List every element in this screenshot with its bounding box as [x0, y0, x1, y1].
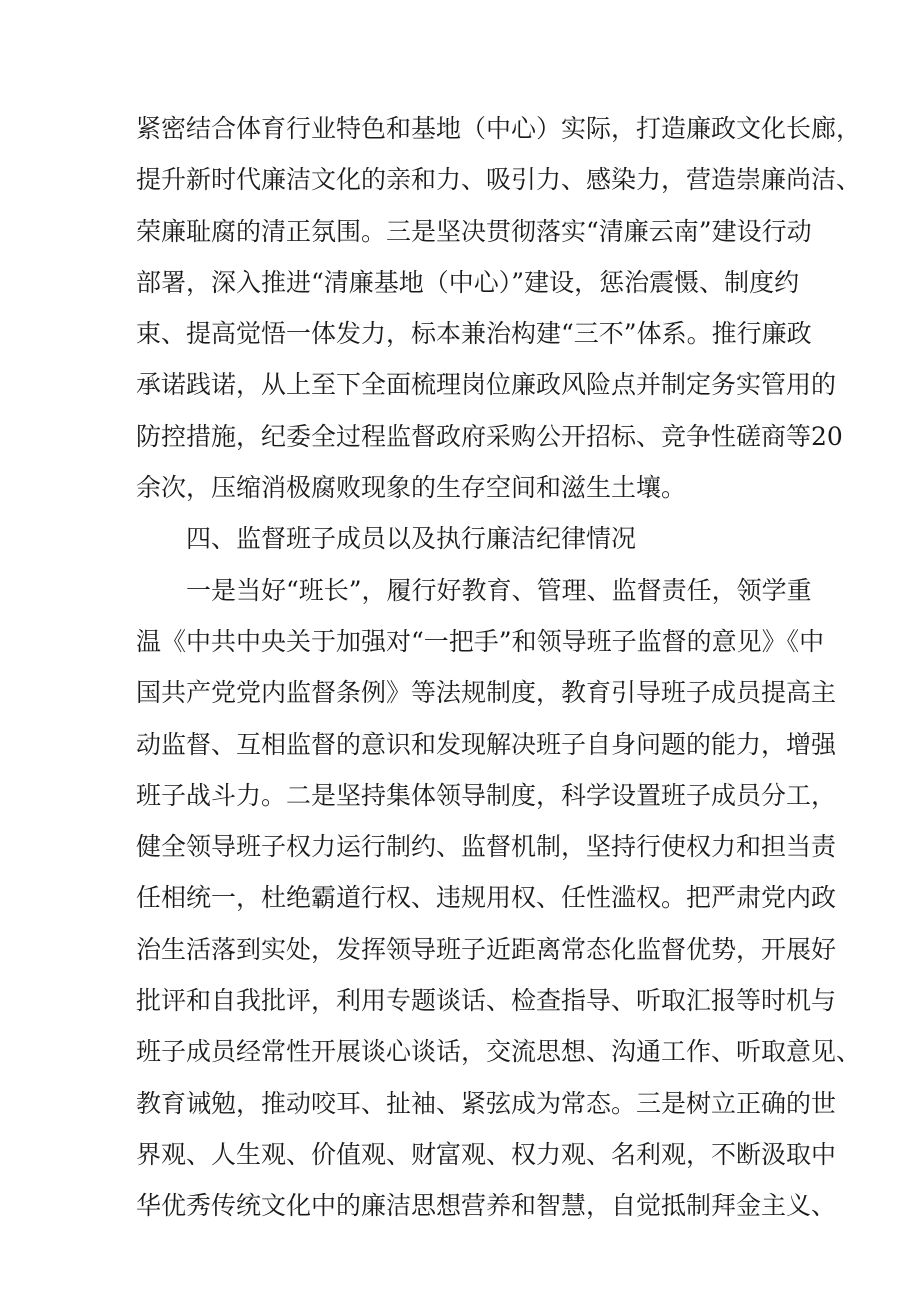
text-line: 一是当好“班长”，履行好教育、管理、监督责任，领学重 — [186, 575, 812, 605]
text-line: 束、提高觉悟一体发力，标本兼治构建“三不”体系。推行廉政 — [136, 319, 812, 349]
text-line: 提升新时代廉洁文化的亲和力、吸引力、感染力，营造崇廉尚洁、 — [136, 165, 862, 195]
text-line: 承诺践诺，从上至下全面梳理岗位廉政风险点并制定务实管用的 — [136, 370, 837, 400]
text-line: 华优秀传统文化中的廉洁思想营养和智慧，自觉抵制拜金主义、 — [136, 1191, 837, 1221]
text-line: 班子战斗力。二是坚持集体领导制度，科学设置班子成员分工， — [136, 780, 837, 810]
text-line: 健全领导班子权力运行制约、监督机制，坚持行使权力和担当责 — [136, 832, 837, 862]
text-line: 防控措施，纪委全过程监督政府采购公开招标、竞争性磋商等20 — [136, 421, 843, 451]
text-line: 批评和自我批评，利用专题谈话、检查指导、听取汇报等时机与 — [136, 986, 837, 1016]
text-line: 紧密结合体育行业特色和基地（中心）实际，打造廉政文化长廊， — [136, 114, 862, 143]
text-line: 国共产党党内监督条例》等法规制度，教育引导班子成员提高主 — [136, 678, 837, 708]
text-line: 任相统一，杜绝霸道行权、违规用权、任性滥权。把严肃党内政 — [136, 883, 837, 913]
text-line: 温《中共中央关于加强对“一把手”和领导班子监督的意见》《中 — [136, 626, 825, 656]
section-heading: 四、监督班子成员以及执行廉洁纪律情况 — [186, 524, 637, 554]
text-line: 治生活落到实处，发挥领导班子近距离常态化监督优势，开展好 — [136, 934, 837, 964]
text-line: 教育诫勉，推动咬耳、扯袖、紧弦成为常态。三是树立正确的世 — [136, 1088, 837, 1118]
text-line: 余次，压缩消极腐败现象的生存空间和滋生土壤。 — [136, 473, 687, 503]
text-line: 荣廉耻腐的清正氛围。三是坚决贯彻落实“清廉云南”建设行动 — [136, 216, 812, 246]
text-line: 界观、人生观、价值观、财富观、权力观、名利观，不断汲取中 — [136, 1139, 837, 1169]
document-body — [136, 103, 862, 1232]
text-line: 班子成员经常性开展谈心谈话，交流思想、沟通工作、听取意见、 — [136, 1037, 862, 1067]
text-line: 部署，深入推进“清廉基地（中心）”建设，惩治震慑、制度约 — [136, 267, 800, 297]
text-line: 动监督、互相监督的意识和发现解决班子自身问题的能力，增强 — [136, 729, 837, 759]
